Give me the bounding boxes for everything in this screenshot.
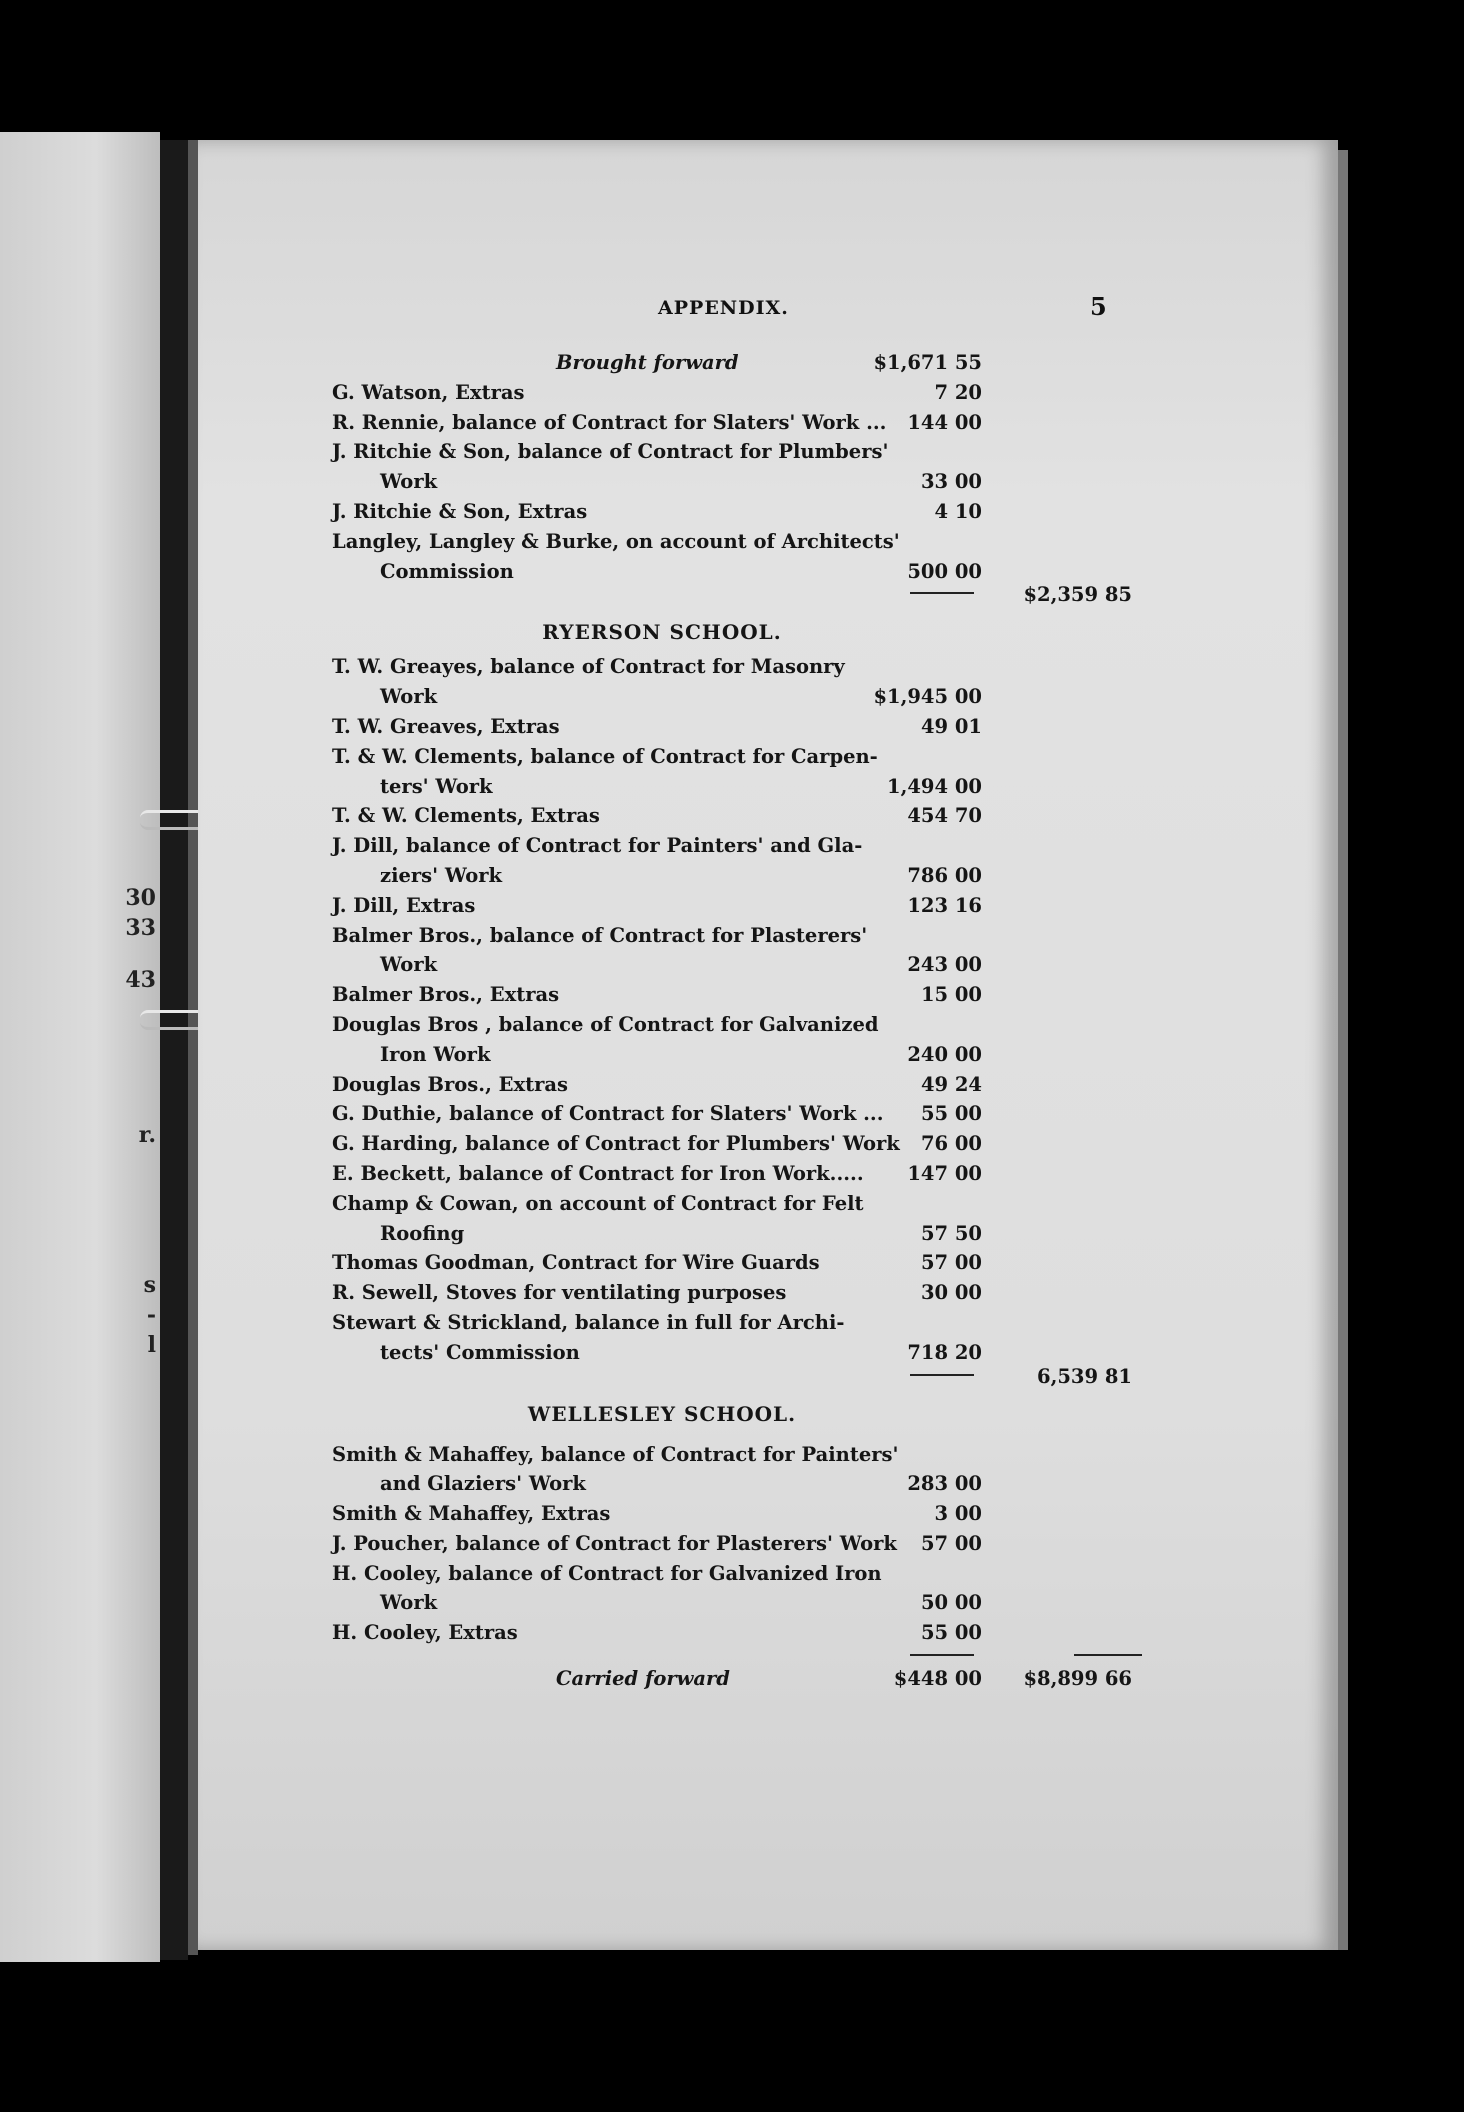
- section-heading-text: RYERSON SCHOOL.: [542, 620, 782, 645]
- ledger-line: [332, 1189, 1292, 1219]
- entry-text: J. Poucher, balance of Contract for Plasterers' Work: [332, 1531, 897, 1555]
- ledger-line: [332, 1469, 1292, 1499]
- entry-text: Work: [380, 470, 438, 494]
- entry-text: Balmer Bros., Extras: [332, 983, 560, 1007]
- ledger-line: [332, 1040, 1292, 1070]
- document-page: [198, 140, 1338, 1950]
- ledger-line: [332, 1618, 1292, 1648]
- left-fragment: 43: [125, 967, 156, 993]
- page-number: 5: [1090, 292, 1107, 321]
- ledger-line: [332, 348, 1292, 378]
- entry-text: H. Cooley, Extras: [332, 1621, 518, 1645]
- entry-text: T. & W. Clements, balance of Contract for Carpen-: [332, 744, 878, 768]
- amount: 283 00: [907, 1472, 982, 1496]
- ledger-line: [332, 557, 1292, 587]
- ledger-line: [332, 1529, 1292, 1559]
- amount: $448 00: [893, 1667, 982, 1691]
- entry-text: J. Dill, balance of Contract for Painters' and Gla-: [332, 834, 863, 858]
- running-head: APPENDIX.: [658, 297, 789, 319]
- rule-row: [332, 1364, 1292, 1392]
- ledger-line: [332, 1278, 1292, 1308]
- ledger-line: [332, 497, 1292, 527]
- amount: 718 20: [907, 1340, 982, 1364]
- amount: 55 00: [920, 1621, 982, 1645]
- section-heading-text: WELLESLEY SCHOOL.: [527, 1401, 797, 1426]
- ledger-line: [332, 801, 1292, 831]
- ledger-line: [332, 831, 1292, 861]
- left-fragment: 33: [125, 915, 156, 941]
- ledger-line: [332, 1070, 1292, 1100]
- amount: 57 00: [920, 1531, 982, 1555]
- entry-text: tects' Commission: [380, 1340, 580, 1364]
- section-heading: [332, 1392, 1292, 1440]
- amount: 15 00: [920, 983, 982, 1007]
- ledger-line: [332, 950, 1292, 980]
- entry-text: J. Dill, Extras: [332, 893, 476, 917]
- entry-text: ziers' Work: [380, 863, 502, 887]
- ledger-line: [332, 891, 1292, 921]
- ledger-line: [332, 1664, 1292, 1694]
- ledger-line: [332, 712, 1292, 742]
- spine-gutter: [188, 140, 198, 1955]
- left-facing-page: [0, 132, 160, 1962]
- section-total: 6,539 81: [1037, 1364, 1132, 1388]
- entry-text: G. Watson, Extras: [332, 380, 525, 404]
- amount: 30 00: [920, 1281, 982, 1305]
- rule-row: [332, 583, 1292, 610]
- entry-text: Iron Work: [380, 1042, 491, 1066]
- left-fragment: -: [146, 1302, 156, 1328]
- ledger-line: [332, 682, 1292, 712]
- amount: 7 20: [934, 380, 982, 404]
- ledger-line: [332, 1588, 1292, 1618]
- entry-text: Douglas Bros., Extras: [332, 1072, 569, 1096]
- column-rule: [910, 1374, 974, 1376]
- ledger-line: [332, 1129, 1292, 1159]
- amount: 123 16: [907, 893, 982, 917]
- entry-text: Roofing: [380, 1221, 465, 1245]
- ledger-line: [332, 742, 1292, 772]
- ledger: [332, 348, 1292, 1694]
- entry-text: Smith & Mahaffey, Extras: [332, 1502, 611, 1526]
- entry-text: Work: [380, 953, 438, 977]
- ledger-line: [332, 1499, 1292, 1529]
- entry-text: Stewart & Strickland, balance in full for Archi-: [332, 1310, 845, 1334]
- amount: 49 01: [920, 714, 982, 738]
- amount: 3 00: [934, 1502, 982, 1526]
- entry-text: Work: [380, 685, 438, 709]
- amount: 57 00: [920, 1251, 982, 1275]
- amount: 500 00: [907, 559, 982, 583]
- entry-text: and Glaziers' Work: [380, 1472, 586, 1496]
- entry-text: H. Cooley, balance of Contract for Galvanized Iron: [332, 1561, 882, 1585]
- amount: $1,945 00: [873, 685, 982, 709]
- ledger-line: [332, 378, 1292, 408]
- amount: 57 50: [920, 1221, 982, 1245]
- ledger-line: [332, 861, 1292, 891]
- entry-text: Thomas Goodman, Contract for Wire Guards: [332, 1251, 820, 1275]
- left-fragment: s: [143, 1272, 156, 1298]
- amount: 33 00: [920, 470, 982, 494]
- ledger-line: [332, 1559, 1292, 1589]
- ledger-line: [332, 1308, 1292, 1338]
- ledger-line: [332, 408, 1292, 438]
- entry-text: Commission: [380, 559, 514, 583]
- column-rule: [910, 592, 974, 594]
- column-rule: [1074, 1654, 1142, 1656]
- ledger-line: [332, 1159, 1292, 1189]
- ledger-line: [332, 527, 1292, 557]
- amount: 76 00: [920, 1132, 982, 1156]
- ledger-line: [332, 1248, 1292, 1278]
- total-amount: $8,899 66: [1023, 1667, 1132, 1691]
- amount: 49 24: [920, 1072, 982, 1096]
- entry-text: R. Rennie, balance of Contract for Slaters' Work ...: [332, 410, 887, 434]
- ledger-line: [332, 437, 1292, 467]
- amount: 144 00: [907, 410, 982, 434]
- amount: 1,494 00: [887, 774, 982, 798]
- section-total: $2,359 85: [1023, 583, 1132, 607]
- section-heading: [332, 610, 1292, 652]
- amount: 786 00: [907, 863, 982, 887]
- entry-text: ters' Work: [380, 774, 493, 798]
- ledger-line: [332, 1440, 1292, 1470]
- entry-text: E. Beckett, balance of Contract for Iron Work.....: [332, 1161, 864, 1185]
- page-edge: [1338, 150, 1348, 1950]
- entry-text: R. Sewell, Stoves for ventilating purposes: [332, 1281, 787, 1305]
- ledger-line: [332, 652, 1292, 682]
- entry-text: T. W. Greaves, Extras: [332, 714, 560, 738]
- ledger-line: [332, 1338, 1292, 1368]
- entry-text: Brought forward: [556, 351, 739, 374]
- column-rule: [910, 1654, 974, 1656]
- amount: 147 00: [907, 1161, 982, 1185]
- ledger-line: [332, 1010, 1292, 1040]
- amount: 4 10: [934, 499, 982, 523]
- amount: 50 00: [920, 1591, 982, 1615]
- ledger-line: [332, 1219, 1292, 1249]
- entry-text: J. Ritchie & Son, Extras: [332, 499, 588, 523]
- ledger-line: [332, 921, 1292, 951]
- amount: 243 00: [907, 953, 982, 977]
- entry-text: Langley, Langley & Burke, on account of Architects': [332, 529, 900, 553]
- ledger-line: [332, 467, 1292, 497]
- amount: 55 00: [920, 1102, 982, 1126]
- entry-text: G. Duthie, balance of Contract for Slaters' Work ...: [332, 1102, 884, 1126]
- entry-text: Smith & Mahaffey, balance of Contract for Painters': [332, 1442, 899, 1466]
- ledger-line: [332, 1099, 1292, 1129]
- entry-text: G. Harding, balance of Contract for Plumbers' Work: [332, 1132, 900, 1156]
- entry-text: J. Ritchie & Son, balance of Contract for Plumbers': [332, 440, 889, 464]
- book-spine: [160, 140, 188, 1960]
- left-fragment: l: [147, 1332, 156, 1358]
- left-fragment: r.: [138, 1122, 156, 1148]
- entry-text: Champ & Cowan, on account of Contract for Felt: [332, 1191, 864, 1215]
- entry-text: Carried forward: [556, 1667, 730, 1691]
- entry-text: Work: [380, 1591, 438, 1615]
- amount: 454 70: [907, 804, 982, 828]
- ledger-line: [332, 772, 1292, 802]
- rule-row: [332, 1648, 1292, 1664]
- entry-text: Douglas Bros , balance of Contract for Galvanized: [332, 1012, 879, 1036]
- amount: $1,671 55: [873, 351, 982, 374]
- ledger-line: [332, 980, 1292, 1010]
- entry-text: T. W. Greayes, balance of Contract for Masonry: [332, 655, 845, 679]
- left-fragment: 30: [125, 885, 156, 911]
- amount: 240 00: [907, 1042, 982, 1066]
- entry-text: Balmer Bros., balance of Contract for Plasterers': [332, 923, 868, 947]
- entry-text: T. & W. Clements, Extras: [332, 804, 600, 828]
